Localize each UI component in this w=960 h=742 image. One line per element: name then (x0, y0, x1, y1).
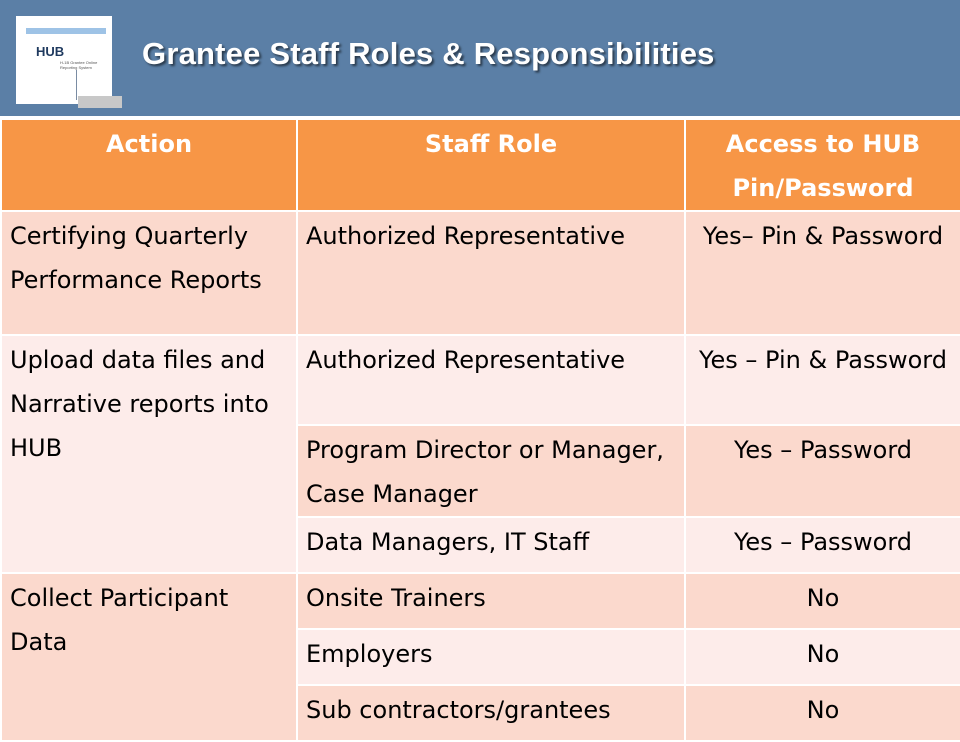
access-cell: Yes – Password (685, 425, 960, 517)
logo-gray-bar (78, 96, 122, 108)
action-cell: Upload data files and Narrative reports into HUB (1, 335, 297, 573)
column-header-staff-role: Staff Role (297, 119, 685, 211)
hub-logo (16, 16, 112, 104)
access-cell: No (685, 629, 960, 685)
table-row (1, 573, 960, 629)
role-cell: Authorized Representative (297, 335, 685, 425)
column-header-access: Access to HUB Pin/Password (685, 119, 960, 211)
logo-line (76, 70, 77, 100)
action-cell: Certifying Quarterly Performance Reports (1, 211, 297, 335)
table-header-row (1, 119, 960, 211)
role-cell: Authorized Representative (297, 211, 685, 335)
column-header-action: Action (1, 119, 297, 211)
table-row (1, 211, 960, 335)
roles-table (0, 118, 960, 742)
role-cell: Data Managers, IT Staff (297, 517, 685, 573)
action-cell: Collect Participant Data (1, 573, 297, 741)
logo-subtitle: H-1B Grantee Online Reporting System (60, 60, 98, 70)
role-cell: Employers (297, 629, 685, 685)
access-cell: No (685, 685, 960, 741)
logo-name: HUB (36, 44, 65, 59)
access-cell: No (685, 573, 960, 629)
role-cell: Onsite Trainers (297, 573, 685, 629)
table-row (1, 335, 960, 425)
role-cell: Sub contractors/grantees (297, 685, 685, 741)
header-bar (0, 0, 960, 116)
page-title: Grantee Staff Roles & Responsibilities (142, 36, 715, 71)
logo-blue-bar (26, 28, 106, 34)
access-cell: Yes– Pin & Password (685, 211, 960, 335)
access-cell: Yes – Pin & Password (685, 335, 960, 425)
access-cell: Yes – Password (685, 517, 960, 573)
role-cell: Program Director or Manager, Case Manager (297, 425, 685, 517)
